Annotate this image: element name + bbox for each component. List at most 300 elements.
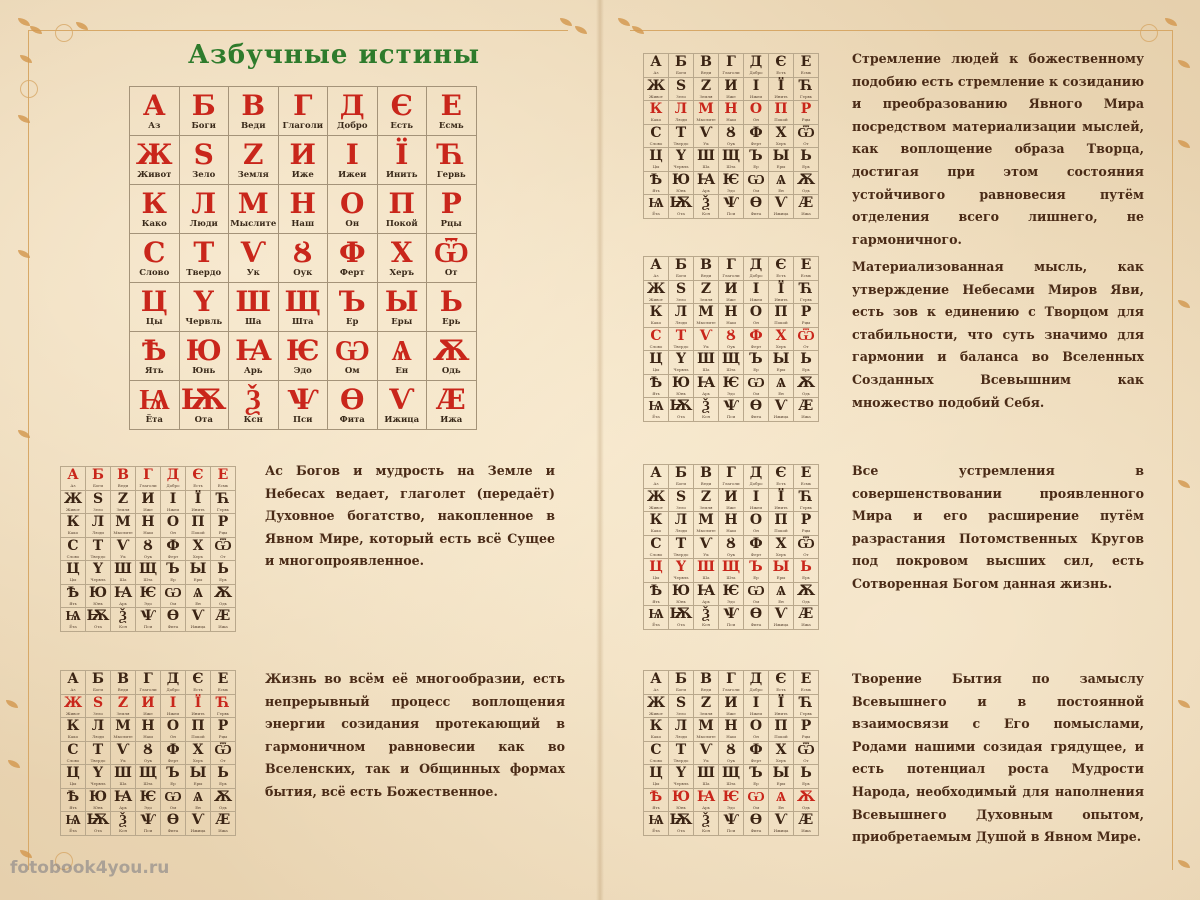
letter-name: Оук: [726, 343, 736, 349]
letter-cell: [86, 537, 111, 561]
letter-cell: [794, 465, 819, 489]
letter-name: Люди: [92, 734, 104, 740]
letter-glyph: Ѫ: [796, 374, 816, 391]
letter-glyph: Ћ: [799, 280, 813, 297]
letter-glyph: Ѭ: [669, 195, 693, 212]
alphabet-row: [644, 171, 819, 195]
letter-cell: [328, 332, 378, 381]
letter-cell: [61, 812, 86, 836]
letter-glyph: Ѵ: [774, 195, 788, 212]
letter-cell: [328, 185, 378, 234]
letter-name: Ен: [778, 187, 784, 193]
letter-cell: [719, 77, 744, 101]
letter-glyph: П: [774, 512, 788, 529]
letter-glyph: Ѕ: [92, 694, 104, 711]
alphabet-row: [644, 741, 819, 765]
letter-glyph: Х: [775, 535, 787, 552]
letter-cell: [794, 488, 819, 512]
letter-name: Ота: [677, 414, 685, 420]
letter-name: Твердо: [673, 343, 689, 349]
letter-cell: [694, 195, 719, 219]
letter-glyph: С: [67, 741, 79, 758]
letter-name: Покой: [774, 320, 788, 326]
letter-glyph: Ѥ: [139, 788, 157, 805]
letter-glyph: Л: [674, 304, 688, 321]
letter-glyph: Х: [775, 741, 787, 758]
letter-cell: [794, 582, 819, 606]
letter-glyph: Ж: [646, 694, 666, 711]
letter-name: Есть: [193, 687, 203, 693]
letter-name: Есмь: [800, 273, 812, 279]
letter-cell: [179, 185, 229, 234]
letter-cell: [328, 87, 378, 136]
letter-name: Веди: [700, 273, 712, 279]
letter-glyph: М: [237, 186, 269, 220]
letter-glyph: Ζ: [700, 280, 712, 297]
letter-glyph: Х: [192, 537, 204, 554]
letter-name: Юнь: [192, 365, 216, 376]
letter-glyph: Ь: [800, 765, 812, 782]
letter-name: Ер: [170, 781, 176, 787]
letter-glyph: Е: [800, 671, 812, 688]
letter-cell: [136, 694, 161, 718]
letter-glyph: Ȣ: [143, 537, 153, 554]
letter-glyph: Б: [191, 88, 216, 122]
letter-name: Арь: [702, 390, 710, 396]
letter-cell: [669, 535, 694, 559]
letter-glyph: Ѣ: [66, 584, 80, 601]
letter-cell: [769, 195, 794, 219]
letter-cell: [744, 124, 769, 148]
letter-cell: [769, 280, 794, 304]
letter-glyph: Ф: [749, 535, 763, 552]
letter-cell: [794, 77, 819, 101]
letter-name: Зело: [676, 710, 686, 716]
letter-cell: [669, 101, 694, 125]
letter-glyph: Є: [775, 257, 787, 274]
letter-cell: [744, 195, 769, 219]
letter-glyph: Ѵ: [388, 382, 415, 416]
letter-cell: [694, 812, 719, 836]
letter-name: Аз: [148, 120, 161, 131]
letter-name: Арь: [702, 187, 710, 193]
letter-cell: [161, 694, 186, 718]
letter-cell: [377, 234, 427, 283]
letter-name: Ерь: [219, 781, 227, 787]
letter-glyph: Æ: [798, 812, 814, 829]
letter-glyph: Ѫ: [213, 584, 233, 601]
alphabet-row: [644, 148, 819, 172]
letter-glyph: Ѯ: [702, 812, 710, 829]
letter-glyph: Є: [775, 671, 787, 688]
letter-cell: [644, 351, 669, 375]
rose-icon: [55, 24, 73, 42]
letter-glyph: Р: [800, 101, 812, 118]
letter-glyph: Т: [675, 327, 687, 344]
letter-name: Ен: [195, 804, 201, 810]
alphabet-row: [644, 671, 819, 695]
letter-cell: [794, 671, 819, 695]
letter-cell: [669, 54, 694, 78]
letter-name: Ять: [652, 187, 660, 193]
letter-glyph: Ъ: [166, 561, 180, 578]
letter-cell: [719, 257, 744, 281]
letter-glyph: Н: [724, 101, 738, 118]
letter-name: Эдо: [727, 598, 735, 604]
letter-glyph: Ш: [114, 765, 132, 782]
letter-glyph: Є: [775, 465, 787, 482]
letter-glyph: Н: [724, 718, 738, 735]
letter-name: Юнь: [676, 804, 686, 810]
letter-name: От: [803, 140, 809, 146]
letter-glyph: М: [698, 512, 714, 529]
letter-glyph: Е: [800, 54, 812, 71]
letter-name: Херъ: [775, 140, 787, 146]
letter-glyph: Ѵ: [116, 537, 130, 554]
letter-cell: [86, 584, 111, 608]
letter-name: От: [803, 343, 809, 349]
alphabet-row: [644, 512, 819, 536]
letter-cell: [61, 671, 86, 695]
letter-glyph: Ї: [194, 694, 202, 711]
letter-cell: [794, 535, 819, 559]
alphabet-table-small: [60, 466, 236, 632]
letter-name: Юнь: [93, 804, 103, 810]
letter-name: Есмь: [217, 687, 229, 693]
letter-cell: [669, 694, 694, 718]
letter-cell: [769, 741, 794, 765]
letter-glyph: Ѿ: [433, 235, 469, 269]
letter-name: Веди: [240, 120, 266, 131]
letter-name: Юнь: [676, 390, 686, 396]
letter-cell: [186, 514, 211, 538]
letter-glyph: Ъ: [338, 284, 366, 318]
letter-glyph: Ы: [189, 765, 207, 782]
letter-glyph: Г: [726, 54, 736, 71]
letter-glyph: И: [141, 694, 155, 711]
letter-cell: [719, 398, 744, 422]
letter-glyph: Ћ: [216, 490, 230, 507]
letter-glyph: Ζ: [700, 488, 712, 505]
letter-name: Аз: [653, 687, 659, 693]
letter-glyph: Ѵ: [774, 812, 788, 829]
letter-name: Пси: [726, 622, 736, 628]
letter-glyph: Ї: [777, 77, 785, 94]
letter-cell: [211, 561, 236, 585]
alphabet-row: [644, 101, 819, 125]
letter-cell: [229, 87, 279, 136]
letter-name: Твердо: [90, 757, 106, 763]
letter-glyph: Ѣ: [649, 582, 663, 599]
letter-glyph: Ѿ: [797, 535, 815, 552]
letter-glyph: Ѵ: [699, 535, 713, 552]
letter-cell: [694, 257, 719, 281]
letter-cell: [377, 136, 427, 185]
letter-cell: [186, 671, 211, 695]
letter-glyph: Ж: [646, 488, 666, 505]
letter-name: Ом: [344, 365, 360, 376]
letter-glyph: Ѿ: [797, 327, 815, 344]
letter-glyph: І: [169, 694, 177, 711]
letter-cell: [769, 694, 794, 718]
letter-name: Твердо: [673, 140, 689, 146]
letter-name: Аз: [653, 481, 659, 487]
letter-name: Ижа: [218, 624, 228, 630]
letter-name: Оук: [143, 553, 153, 559]
letter-glyph: І: [752, 488, 760, 505]
letter-cell: [694, 718, 719, 742]
letter-name: Ер: [753, 367, 759, 373]
leaf-icon: [18, 18, 30, 26]
letter-glyph: Ш: [697, 148, 715, 165]
letter-cell: [328, 136, 378, 185]
letter-name: Еры: [391, 316, 413, 327]
letter-cell: [136, 514, 161, 538]
letter-glyph: Ѵ: [191, 812, 205, 829]
letter-cell: [111, 490, 136, 514]
letter-cell: [328, 234, 378, 283]
letter-cell: [694, 101, 719, 125]
letter-glyph: Ѩ: [65, 812, 81, 829]
letter-name: Он: [345, 218, 360, 229]
letter-cell: [427, 381, 477, 430]
letter-cell: [644, 788, 669, 812]
letter-glyph: Б: [675, 257, 687, 274]
letter-cell: [136, 765, 161, 789]
letter-cell: [161, 467, 186, 491]
letter-glyph: Ѳ: [340, 382, 365, 416]
letter-name: Ен: [778, 598, 784, 604]
letter-name: Есмь: [217, 483, 229, 489]
letter-glyph: І: [752, 77, 760, 94]
letter-cell: [744, 812, 769, 836]
letter-cell: [211, 467, 236, 491]
letter-name: Еры: [776, 781, 786, 787]
letter-glyph: М: [698, 101, 714, 118]
letter-glyph: В: [700, 54, 712, 71]
letter-name: Фита: [750, 622, 762, 628]
letter-cell: [794, 280, 819, 304]
letter-cell: [278, 185, 328, 234]
letter-name: Наш: [726, 734, 736, 740]
letter-cell: [186, 537, 211, 561]
letter-name: Арь: [243, 365, 263, 376]
letter-cell: [719, 765, 744, 789]
letter-glyph: Ф: [166, 537, 180, 554]
letter-cell: [744, 718, 769, 742]
letter-name: Ша: [245, 316, 262, 327]
letter-name: Живот: [648, 296, 664, 302]
letter-glyph: И: [724, 77, 738, 94]
letter-glyph: Ѯ: [702, 195, 710, 212]
letter-cell: [769, 488, 794, 512]
letter-cell: [694, 788, 719, 812]
letter-name: Како: [67, 530, 79, 536]
letter-glyph: Щ: [284, 284, 321, 318]
letter-glyph: О: [749, 718, 763, 735]
letter-glyph: Ȣ: [726, 535, 736, 552]
letter-name: Есмь: [800, 70, 812, 76]
alphabet-row: [130, 136, 477, 185]
letter-cell: [669, 398, 694, 422]
alphabet-row: [644, 535, 819, 559]
letter-name: Херъ: [775, 757, 787, 763]
letter-cell: [769, 671, 794, 695]
alphabet-row: [644, 765, 819, 789]
letter-cell: [229, 332, 279, 381]
letter-cell: [136, 537, 161, 561]
letter-glyph: Х: [192, 741, 204, 758]
letter-name: Шта: [726, 367, 736, 373]
letter-name: Ижица: [773, 211, 789, 217]
letter-cell: [179, 332, 229, 381]
letter-glyph: Є: [192, 671, 204, 688]
letter-cell: [130, 185, 180, 234]
letter-cell: [130, 283, 180, 332]
letter-cell: [744, 351, 769, 375]
letter-glyph: К: [649, 304, 663, 321]
letter-name: Есмь: [800, 687, 812, 693]
letter-name: Ша: [702, 367, 710, 373]
letter-glyph: Ж: [135, 137, 173, 171]
letter-name: Юнь: [676, 598, 686, 604]
letter-glyph: А: [650, 54, 662, 71]
letter-glyph: Ѳ: [749, 606, 763, 623]
letter-cell: [694, 54, 719, 78]
alphabet-row: [644, 257, 819, 281]
letter-glyph: Æ: [436, 382, 466, 416]
letter-name: Херъ: [775, 343, 787, 349]
letter-cell: [669, 559, 694, 583]
alphabet-row: [61, 671, 236, 695]
letter-cell: [186, 694, 211, 718]
letter-name: Ксн: [118, 624, 127, 630]
letter-cell: [211, 718, 236, 742]
letter-name: Ижа: [801, 622, 811, 628]
letter-cell: [136, 718, 161, 742]
letter-glyph: Ѳ: [749, 398, 763, 415]
paragraph: Материализованная мысль, как утверждение Небесами Миров Яви, есть зов к единению с Творцом для стабильности, что суть значимо для гармонии и баланса во Вселенных Созданных Всевышним как множество подобий Себя.: [852, 259, 1144, 410]
letter-name: Фита: [750, 414, 762, 420]
letter-cell: [130, 87, 180, 136]
letter-cell: [719, 582, 744, 606]
letter-glyph: Б: [675, 671, 687, 688]
letter-cell: [669, 148, 694, 172]
letter-cell: [694, 351, 719, 375]
letter-cell: [694, 488, 719, 512]
letter-glyph: Ї: [777, 488, 785, 505]
letter-cell: [186, 812, 211, 836]
letter-glyph: Ѣ: [649, 171, 663, 188]
alphabet-table-small: [643, 464, 819, 630]
letter-glyph: Ю: [671, 171, 691, 188]
letter-glyph: Р: [217, 514, 229, 531]
letter-name: Эдо: [293, 365, 312, 376]
letter-glyph: Ѱ: [287, 382, 319, 416]
letter-cell: [719, 195, 744, 219]
letter-name: Веди: [700, 481, 712, 487]
letter-glyph: Ю: [185, 333, 222, 367]
letter-cell: [211, 788, 236, 812]
letter-glyph: Н: [724, 304, 738, 321]
letter-name: Рцы: [801, 117, 811, 123]
letter-glyph: Ѧ: [775, 171, 787, 188]
letter-cell: [644, 812, 669, 836]
letter-name: Аз: [653, 273, 659, 279]
letter-name: Како: [650, 528, 662, 534]
letter-glyph: Æ: [215, 608, 231, 625]
letter-glyph: Н: [289, 186, 316, 220]
alphabet-row: [644, 327, 819, 351]
letter-cell: [794, 101, 819, 125]
letter-glyph: Ф: [749, 741, 763, 758]
alphabet-row: [644, 77, 819, 101]
letter-cell: [161, 812, 186, 836]
letter-glyph: Н: [724, 512, 738, 529]
letter-glyph: Ѵ: [774, 606, 788, 623]
letter-cell: [694, 398, 719, 422]
letter-glyph: Ꙗ: [696, 171, 716, 188]
letter-cell: [644, 694, 669, 718]
letter-cell: [719, 606, 744, 630]
letter-cell: [694, 582, 719, 606]
letter-name: Юнь: [93, 600, 103, 606]
letter-cell: [86, 671, 111, 695]
letter-cell: [161, 765, 186, 789]
alphabet-row: [644, 606, 819, 630]
letter-cell: [769, 559, 794, 583]
letter-glyph: С: [650, 124, 662, 141]
letter-cell: [719, 304, 744, 328]
letter-cell: [86, 467, 111, 491]
letter-glyph: Ъ: [749, 559, 763, 576]
letter-name: Земля: [116, 710, 130, 716]
letter-glyph: Ѣ: [649, 374, 663, 391]
letter-cell: [769, 124, 794, 148]
letter-glyph: Ѧ: [775, 582, 787, 599]
letter-glyph: Ѳ: [166, 608, 180, 625]
letter-glyph: Ѡ: [747, 788, 765, 805]
letter-cell: [136, 467, 161, 491]
letter-cell: [86, 490, 111, 514]
letter-name: От: [220, 757, 226, 763]
letter-cell: [744, 465, 769, 489]
letter-glyph: Ы: [772, 351, 790, 368]
letter-cell: [744, 148, 769, 172]
letter-name: Ук: [120, 553, 126, 559]
letter-name: Зело: [676, 93, 686, 99]
ornament-vine-top: [630, 30, 1172, 49]
letter-name: Покой: [774, 528, 788, 534]
letter-cell: [61, 537, 86, 561]
letter-name: От: [803, 551, 809, 557]
letter-glyph: Ѡ: [747, 582, 765, 599]
letter-name: Есть: [776, 687, 786, 693]
letter-name: Одь: [441, 365, 461, 376]
letter-glyph: Ю: [671, 374, 691, 391]
letter-name: Ша: [119, 577, 127, 583]
letter-glyph: Ѫ: [213, 788, 233, 805]
letter-cell: [111, 514, 136, 538]
letter-cell: [427, 332, 477, 381]
letter-name: Иже: [726, 296, 736, 302]
letter-glyph: Ѕ: [675, 77, 687, 94]
letter-name: Ижица: [773, 414, 789, 420]
letter-cell: [744, 512, 769, 536]
letter-cell: [744, 257, 769, 281]
letter-cell: [694, 327, 719, 351]
letter-glyph: Ѩ: [648, 606, 664, 623]
